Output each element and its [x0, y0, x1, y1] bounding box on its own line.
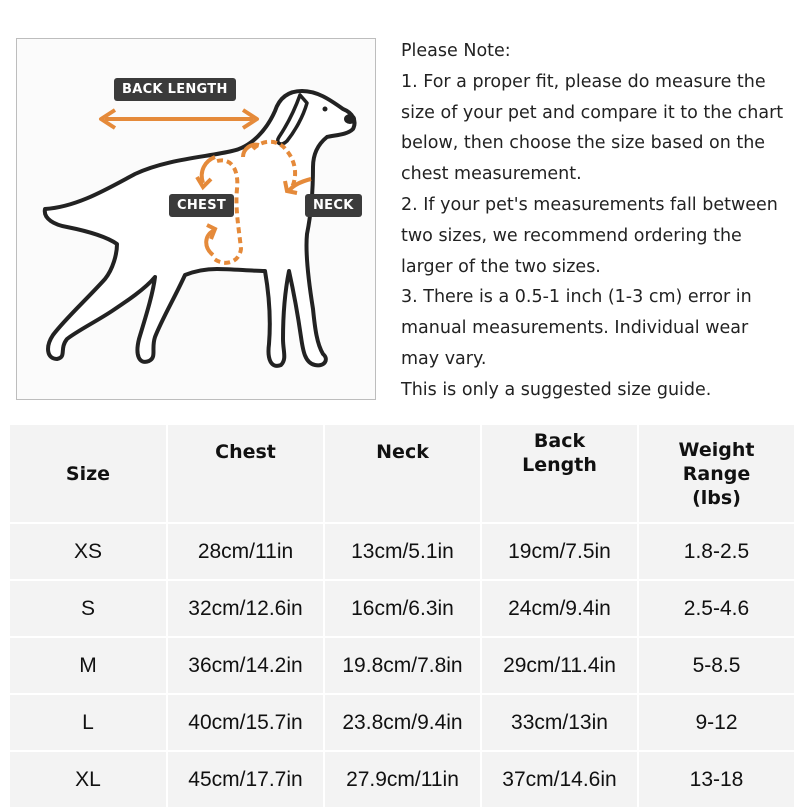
- cell-back-length: 24cm/9.4in: [482, 581, 637, 636]
- header-line: Size: [65, 462, 111, 485]
- size-chart-table: [8, 423, 796, 809]
- table-header-row: [10, 425, 794, 522]
- note-line: chest measurement.: [401, 164, 582, 185]
- header-line: (lbs): [692, 486, 741, 509]
- cell-weight: 5-8.5: [639, 638, 794, 693]
- cell-chest: 40cm/15.7in: [168, 695, 323, 750]
- cell-back-length: 29cm/11.4in: [482, 638, 637, 693]
- note-line: manual measurements. Individual wear: [401, 318, 749, 339]
- cell-size: XL: [10, 752, 166, 807]
- header-line: Neck: [376, 441, 429, 463]
- header-line: Chest: [215, 441, 276, 463]
- cell-neck: 16cm/6.3in: [325, 581, 480, 636]
- cell-neck: 13cm/5.1in: [325, 524, 480, 579]
- cell-size: XS: [10, 524, 166, 579]
- header-size: [10, 425, 166, 522]
- cell-chest: 32cm/12.6in: [168, 581, 323, 636]
- note-line: may vary.: [401, 348, 487, 369]
- table-row: [10, 695, 794, 750]
- note-line: 1. For a proper fit, please do measure the: [401, 71, 766, 92]
- table-row: [10, 524, 794, 579]
- header-back-length: [482, 425, 637, 522]
- header-chest: [168, 425, 323, 522]
- cell-chest: 45cm/17.7in: [168, 752, 323, 807]
- header-weight-range: [639, 425, 794, 522]
- note-line: size of your pet and compare it to the chart: [401, 102, 784, 123]
- cell-size: M: [10, 638, 166, 693]
- header-neck: [325, 425, 480, 522]
- table-row: [10, 752, 794, 807]
- note-line: 2. If your pet's measurements fall between: [401, 194, 778, 215]
- header-line: Weight: [678, 438, 755, 461]
- cell-weight: 9-12: [639, 695, 794, 750]
- note-line: 3. There is a 0.5-1 inch (1-3 cm) error in: [401, 287, 752, 308]
- note-line: This is only a suggested size guide.: [401, 379, 712, 400]
- back-length-arrow-icon: [101, 110, 257, 128]
- cell-back-length: 37cm/14.6in: [482, 752, 637, 807]
- chest-label: CHEST: [169, 194, 234, 217]
- note-line: Please Note:: [401, 41, 511, 61]
- cell-weight: 2.5-4.6: [639, 581, 794, 636]
- note-line: larger of the two sizes.: [401, 256, 601, 277]
- cell-chest: 28cm/11in: [168, 524, 323, 579]
- size-notes: [401, 36, 797, 406]
- cell-neck: 19.8cm/7.8in: [325, 638, 480, 693]
- note-line: below, then choose the size based on the: [401, 133, 766, 154]
- measurement-diagram: [16, 38, 376, 400]
- table-row: [10, 638, 794, 693]
- cell-size: S: [10, 581, 166, 636]
- cell-weight: 13-18: [639, 752, 794, 807]
- cell-back-length: 19cm/7.5in: [482, 524, 637, 579]
- note-line: two sizes, we recommend ordering the: [401, 225, 742, 246]
- cell-weight: 1.8-2.5: [639, 524, 794, 579]
- header-line: Length: [522, 454, 597, 476]
- cell-chest: 36cm/14.2in: [168, 638, 323, 693]
- header-line: Range: [682, 462, 751, 485]
- cell-size: L: [10, 695, 166, 750]
- neck-label: NECK: [305, 194, 362, 217]
- cell-neck: 23.8cm/9.4in: [325, 695, 480, 750]
- cell-neck: 27.9cm/11in: [325, 752, 480, 807]
- back-length-label: BACK LENGTH: [114, 78, 236, 101]
- table-row: [10, 581, 794, 636]
- header-line: Back: [533, 430, 586, 452]
- cell-back-length: 33cm/13in: [482, 695, 637, 750]
